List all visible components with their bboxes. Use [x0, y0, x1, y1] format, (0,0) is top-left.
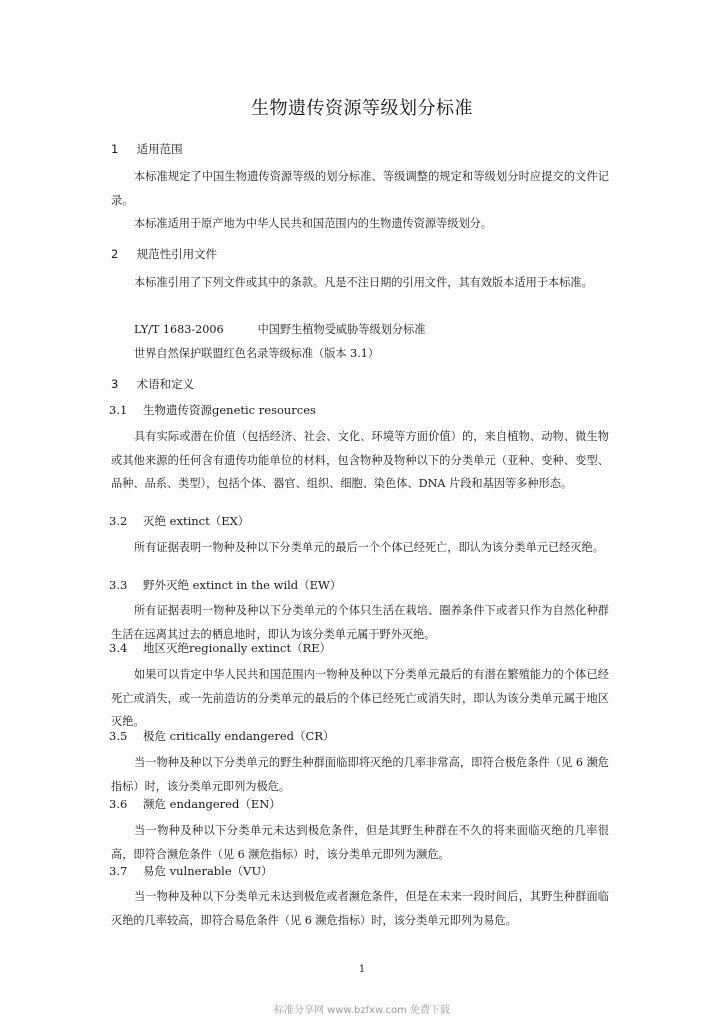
- term-heading: [109, 402, 316, 418]
- term-name-en: extinct in the wild（EW）: [189, 578, 342, 592]
- term-name-cn: 易危: [143, 864, 166, 878]
- section-title: 适用范围: [136, 142, 183, 156]
- reference-item: [134, 321, 425, 337]
- term-number: 3.5: [109, 729, 128, 743]
- term-name-en: regionally extinct（RE）: [189, 641, 332, 655]
- term-name-cn: 生物遗传资源: [143, 403, 212, 417]
- references-paragraph: 本标准引用了下列文件或其中的条款。凡是不注日期的引用文件，其有效版本适用于本标准。: [134, 276, 593, 289]
- term-heading: [109, 728, 335, 744]
- scope-paragraph: 本标准适用于原产地为中华人民共和国范围内的生物遗传资源等级划分。: [134, 217, 493, 230]
- term-name-cn: 灭绝: [143, 514, 166, 528]
- page-number: 1: [358, 964, 366, 975]
- term-heading: [109, 796, 281, 812]
- term-name-cn: 濒危: [143, 797, 166, 811]
- term-name-cn: 地区灭绝: [143, 641, 189, 655]
- section-title: 规范性引用文件: [136, 247, 218, 261]
- term-number: 3.4: [109, 641, 128, 655]
- section-number: 2: [111, 247, 119, 261]
- section-title: 术语和定义: [136, 377, 195, 391]
- term-number: 3.6: [109, 797, 128, 811]
- term-definition: 所有证据表明一物种及种以下分类单元的最后一个个体已经死亡，即认为该分类单元已经灭绝。: [134, 541, 604, 554]
- term-name-en: vulnerable（VU）: [166, 864, 273, 878]
- reference-title: 中国野生植物受威胁等级划分标准: [257, 323, 426, 336]
- term-name-cn: 极危: [143, 729, 166, 743]
- section-number: 3: [111, 377, 119, 391]
- term-number: 3.7: [109, 864, 128, 878]
- section-heading-2: [111, 246, 217, 262]
- term-definition: 所有证据表明一物种及种以下分类单元的个体只生活在栽培、圈养条件下或者只作为自然化种群生活在远离其过去的栖息地时，即认为该分类单元属于野外灭绝。: [111, 604, 609, 641]
- term-heading: [109, 513, 249, 529]
- term-name-en: genetic resources: [212, 403, 316, 417]
- scope-paragraph: 本标准规定了中国生物遗传资源等级的划分标准、等级调整的规定和等级划分时应提交的文件记录。: [111, 170, 609, 207]
- term-definition: 具有实际或潜在价值（包括经济、社会、文化、环境等方面价值）的，来自植物、动物、微生物或其他来源的任何含有遗传功能单位的材料，包含物种及物种以下的分类单元（亚种、变种、变型、品种、品系、类型），包括个体、器官、组织、细胞、染色体、DNA 片段和基因等多种形态。: [111, 430, 609, 490]
- term-definition: 当一物种及种以下分类单元未达到极危或者濒危条件，但是在未来一段时间后，其野生种群面临灭绝的几率较高，即符合易危条件（见 6 濒危指标）时，该分类单元即列为易危。: [111, 890, 609, 927]
- term-heading: [109, 863, 273, 879]
- section-heading-1: [111, 141, 183, 157]
- term-name-cn: 野外灭绝: [143, 578, 189, 592]
- term-definition: 如果可以肯定中华人民共和国范围内一物种及种以下分类单元最后的有潜在繁殖能力的个体已经死亡或消失，或一先前造访的分类单元的最后的个体已经死亡或消失时，即认为该分类单元属于地区灭绝。: [111, 668, 609, 728]
- term-number: 3.3: [109, 578, 128, 592]
- term-name-en: extinct（EX）: [166, 514, 250, 528]
- term-definition: 当一物种及种以下分类单元未达到极危条件，但是其野生种群在不久的将来面临灭绝的几率很高，即符合濒危条件（见 6 濒危指标）时，该分类单元即列为濒危。: [111, 824, 609, 861]
- section-number: 1: [111, 142, 119, 156]
- reference-item: 世界自然保护联盟红色名录等级标准（版本 3.1）: [134, 347, 380, 360]
- reference-code: LY/T 1683-2006: [134, 323, 224, 336]
- term-heading: [109, 577, 341, 593]
- document-title: 生物遗传资源等级划分标准: [251, 98, 473, 119]
- term-name-en: critically endangered（CR）: [166, 729, 335, 743]
- term-name-en: endangered（EN）: [166, 797, 281, 811]
- term-number: 3.1: [109, 403, 128, 417]
- term-definition: 当一物种及种以下分类单元的野生种群面临即将灭绝的几率非常高，即符合极危条件（见 6 濒危指标）时，该分类单元即列为极危。: [111, 756, 609, 793]
- watermark-footer: 标准分享网 www.bzfxw.com 免费下载: [274, 1005, 450, 1016]
- section-heading-3: [111, 376, 194, 392]
- term-heading: [109, 640, 331, 656]
- term-number: 3.2: [109, 514, 128, 528]
